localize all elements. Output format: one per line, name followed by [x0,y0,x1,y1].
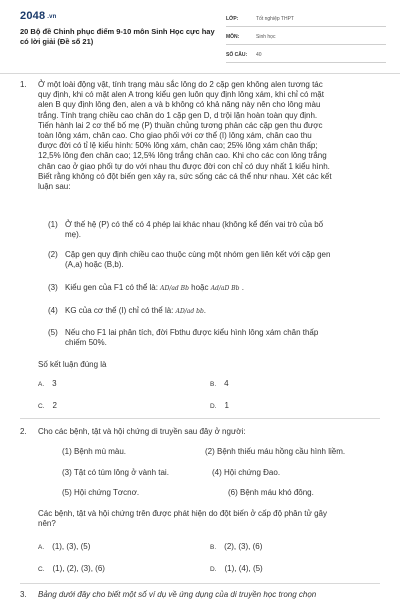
stem-line: chân cao ở giao phối tự do với nhau thu được đời con chỉ có duy nhất 1 kiểu hình. [38,161,330,171]
option-letter: D. [210,403,217,410]
question-divider [20,583,380,584]
document-meta [226,12,386,66]
disease-item: (6) Bệnh máu khó đông. [228,488,314,497]
option-a[interactable] [38,379,57,388]
header-divider [0,73,400,74]
meta-subject-label: MÔN: [226,34,240,40]
question-stem [38,80,388,192]
option-b[interactable] [210,542,262,551]
stem-line: toàn lông xám, chân cao. Cho giao phối với cơ thể (I) lông xám, chân cao thu [38,131,312,141]
option-text: (2), (3), (6) [224,542,263,551]
statement-line: chiếm 50%. [65,338,107,348]
statement-line: Nếu cho F1 lai phân tích, đời Fbthu được kiểu hình lông xám chân thấp [65,328,319,337]
statement-number: (3) [48,283,58,292]
stem-line: 12,5% lông đen chân cao; 12,5% lông trắng chân cao. Khi cho các con lông trắng [38,151,327,161]
option-text: (1), (3), (5) [52,542,91,551]
option-letter: A. [38,544,45,551]
stem-line: luận sau: [38,182,71,192]
logo-text: 2048 [20,10,46,22]
option-a[interactable] [38,542,90,551]
document-header [0,0,400,62]
stem-line: alen B quy định lông đen, alen a và b không có khả năng này nên cho lông màu [38,100,321,110]
question-divider [20,418,380,419]
option-b[interactable] [210,379,229,388]
option-letter: B. [210,381,217,388]
question-number: 3. [20,590,27,599]
disease-item: (3) Tật có túm lông ở vành tai. [62,468,169,477]
statement-number: (2) [48,250,58,259]
statement-line [65,283,388,294]
genotype-formula: Ad/aD Bb [210,285,240,292]
statement-5 [48,328,388,348]
statement-line: (A,a) hoặc (B,b). [65,260,124,270]
statement-line: Cặp gen quy định chiều cao thuộc cùng một nhóm gen liên kết với cặp gen [65,250,331,259]
question-number: 2. [20,427,27,436]
statement-joiner: hoặc [188,283,211,292]
question-stem: Cho các bệnh, tật và hội chứng di truyền sau đây ở người: [38,427,246,436]
option-c[interactable] [38,401,57,410]
meta-subject-row [226,30,386,45]
disease-item: (2) Bệnh thiếu máu hồng cầu hình liềm. [205,447,346,456]
stem-line: quy định, khi có mặt alen A trong kiểu gen luôn quy định lông xám, khi chỉ có mặt [38,90,324,100]
disease-item: (1) Bệnh mù màu. [62,447,127,456]
option-letter: A. [38,381,45,388]
option-text: (1), (2), (3), (6) [52,564,105,573]
genotype-formula: AD/ad bb [175,308,204,315]
question-prompt [38,509,388,529]
statement-suffix: . [239,283,244,292]
statement-prefix: Kiểu gen của F1 có thể là: [65,283,161,292]
statement-number: (4) [48,306,58,315]
prompt-line: nên? [38,519,56,529]
meta-count-row [226,48,386,63]
statement-line: mẹ). [65,230,81,240]
statement-line: Ở thế hệ (P) có thể có 4 phép lai khác nhau (không kể đến vai trò của bố [65,220,324,229]
stem-line: Ở một loài động vật, tính trạng màu sắc lông do 2 cặp gen không alen tương tác [38,80,323,89]
meta-class-label: LỚP: [226,16,239,22]
statement-suffix: . [203,306,207,315]
option-text: 2 [52,401,57,410]
statement-prefix: KG của cơ thể (I) chỉ có thể là: [65,306,176,315]
option-d[interactable] [210,564,263,573]
document-title: 20 Bộ đề Chinh phục điểm 9-10 môn Sinh Học cực hay có lời giải (Đề số 21) [20,27,215,46]
question-number: 1. [20,80,27,89]
stem-line: được đời có tỉ lệ kiểu hình: 50% lông xám, chân cao; 25% lông xám chân thấp; [38,141,318,151]
statement-1 [48,220,388,240]
question-prompt: Số kết luận đúng là [38,360,107,369]
option-text: (1), (4), (5) [224,564,263,573]
statement-4 [48,306,388,317]
option-d[interactable] [210,401,229,410]
logo-suffix: .vn [47,14,57,20]
prompt-line: Các bệnh, tật và hội chứng trên được phát hiện do đột biến ở cấp độ phân tử gây [38,509,327,518]
disease-item: (4) Hội chứng Đao. [212,468,281,477]
meta-count-label: SỐ CÂU: [226,52,248,58]
option-letter: D. [210,566,217,573]
option-letter: B. [210,544,217,551]
option-letter: C. [38,403,45,410]
meta-class-row [226,12,386,27]
meta-class-value: Tốt nghiệp THPT [256,16,294,22]
site-logo[interactable] [20,10,57,22]
option-letter: C. [38,566,45,573]
option-c[interactable] [38,564,105,573]
stem-line: trắng. Tính trạng chiều cao chân do 1 cặp gen D, d trội lặn hoàn toàn quy định. [38,110,318,120]
option-text: 1 [224,401,229,410]
statement-number: (5) [48,328,58,337]
stem-line: Biết rằng không có đột biến gen xảy ra, sức sống các cá thể như nhau. Xét các kết [38,171,332,181]
meta-subject-value: Sinh học [256,34,276,40]
stem-line: Tiến hành lai 2 cơ thể bố mẹ (P) thuần chủng tương phản các cặp gen thu được [38,120,323,130]
question-stem: Bảng dưới đây cho biết một số ví dụ về ứng dụng của di truyền học trong chọn [38,590,317,599]
statement-number: (1) [48,220,58,229]
option-text: 4 [224,379,229,388]
statement-2 [48,250,388,270]
disease-item: (5) Hội chứng Tơcnơ. [62,488,140,497]
genotype-formula: AD/ad Bb [160,285,189,292]
statement-line [65,306,388,317]
option-text: 3 [52,379,57,388]
meta-count-value: 40 [256,52,262,58]
statement-3 [48,283,388,294]
